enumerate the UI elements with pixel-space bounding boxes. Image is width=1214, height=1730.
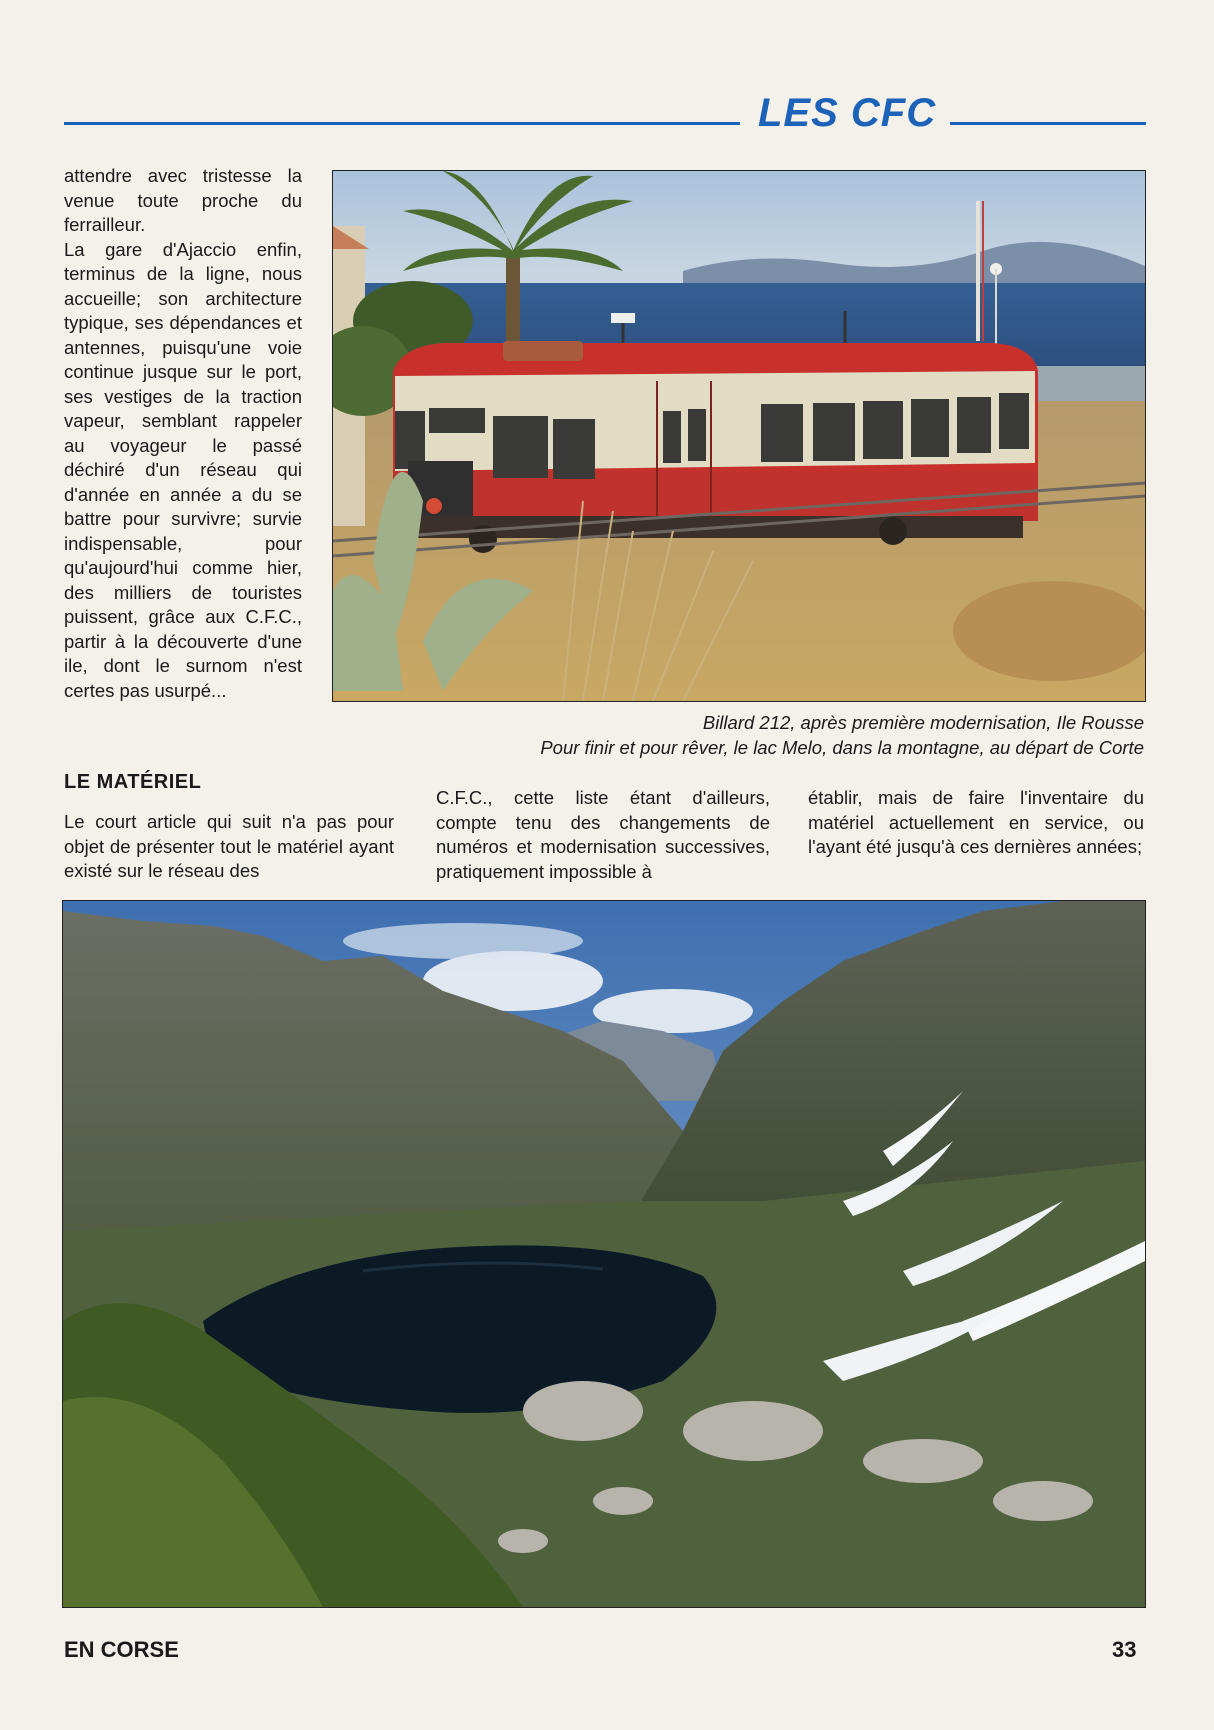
railcar-caption: Billard 212, après première modernisation, Ile Rousse xyxy=(702,712,1144,733)
page-number: 33 xyxy=(1112,1637,1137,1662)
left-column-text xyxy=(64,164,302,703)
materiel-text-1: Le court article qui suit n'a pas pour objet de présenter tout le matériel ayant existé sur le réseau des xyxy=(64,811,394,881)
section-title: LES CFC xyxy=(758,91,937,135)
railcar-photo xyxy=(332,170,1146,702)
paragraph-2: La gare d'Ajaccio enfin, terminus de la ligne, nous accueille; son architecture typique, ses dépendances et antennes, puisqu'une voie continue jusque sur le port, ses vestiges de la traction vapeur, semblant rappeler au voyageur le passé déchiré d'un réseau qui d'année en année a du se battre pour survivre; survie indispensable, pour qu'aujourd'hui comme hier, des milliers de touristes puissent, grâce aux C.F.C., partir à la découverte d'une ile, dont le surnom n'est certes pas usurpé... xyxy=(64,238,302,701)
header-rule-left xyxy=(64,122,740,125)
materiel-text-2: C.F.C., cette liste étant d'ailleurs, compte tenu des changements de numéros et modernisation successives, pratiquement impossible à xyxy=(436,787,770,882)
magazine-name: EN CORSE xyxy=(64,1637,179,1662)
lake-photo xyxy=(62,900,1146,1608)
paragraph-1: attendre avec tristesse la venue toute proche du ferrailleur. xyxy=(64,165,302,235)
materiel-column-2 xyxy=(436,786,770,884)
lake-caption: Pour finir et pour rêver, le lac Melo, dans la montagne, au départ de Corte xyxy=(540,737,1144,758)
materiel-text-3: établir, mais de faire l'inventaire du matériel actuellement en service, ou l'ayant été jusqu'à ces dernières années; xyxy=(808,787,1144,857)
header-rule-right xyxy=(950,122,1146,125)
materiel-column-3 xyxy=(808,786,1144,860)
materiel-column-1 xyxy=(64,810,394,884)
section-heading-materiel: LE MATÉRIEL xyxy=(64,771,202,793)
